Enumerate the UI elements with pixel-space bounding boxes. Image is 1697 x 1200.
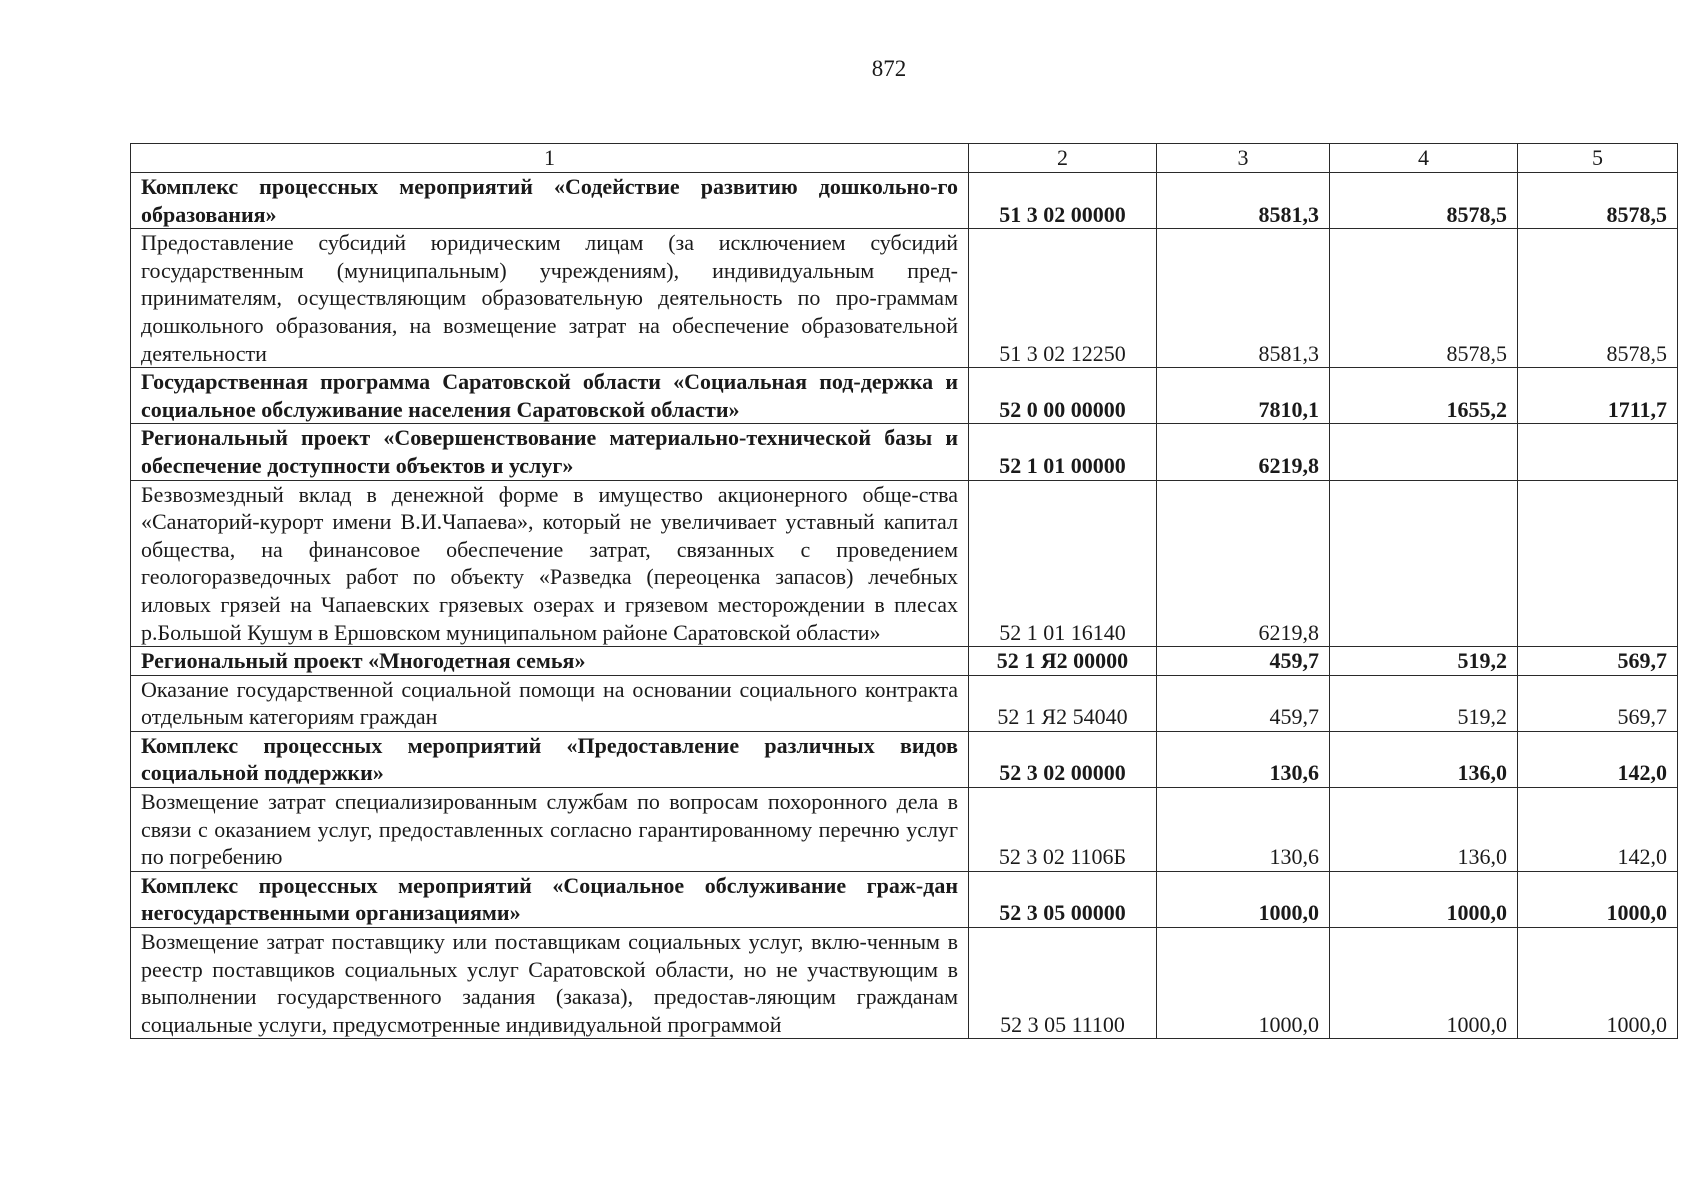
- row-code-cell: 52 3 02 00000: [969, 731, 1157, 787]
- row-code-cell: 51 3 02 12250: [969, 229, 1157, 368]
- row-code-cell: 52 3 05 00000: [969, 871, 1157, 927]
- row-value-col4: 519,2: [1330, 675, 1518, 731]
- row-code-cell: 52 1 01 16140: [969, 480, 1157, 647]
- row-value-col3: 8581,3: [1157, 173, 1330, 229]
- row-value-col5: 142,0: [1518, 788, 1678, 872]
- row-name-cell: Региональный проект «Совершенствование материально-технической базы и обеспечение доступности объектов и услуг»: [131, 424, 969, 480]
- column-header: 1: [131, 144, 969, 173]
- row-value-col4: 8578,5: [1330, 173, 1518, 229]
- row-name-cell: Комплекс процессных мероприятий «Социальное обслуживание граж-дан негосударственными организациями»: [131, 871, 969, 927]
- row-name-cell: Оказание государственной социальной помощи на основании социального контракта отдельным категориям граждан: [131, 675, 969, 731]
- row-value-col5: 1000,0: [1518, 928, 1678, 1039]
- row-value-col3: 459,7: [1157, 647, 1330, 676]
- item-row: [131, 788, 1678, 872]
- page-number: 872: [871, 56, 907, 81]
- column-header: 5: [1518, 144, 1678, 173]
- row-name-cell: Безвозмездный вклад в денежной форме в имущество акционерного обще-ства «Санаторий-курорт имени В.И.Чапаева», который не увеличивает уставный капитал общества, на финансовое обеспечение затрат, связанных с проведением геологоразведочных работ по объекту «Разведка (переоценка запасов) лечебных иловых грязей на Чапаевских грязевых озерах и грязевом месторождении в плесах р.Большой Кушум в Ершовском муниципальном районе Саратовской области»: [131, 480, 969, 647]
- row-value-col3: 6219,8: [1157, 480, 1330, 647]
- row-name-cell: Комплекс процессных мероприятий «Предоставление различных видов социальной поддержки»: [131, 731, 969, 787]
- row-value-col5: 142,0: [1518, 731, 1678, 787]
- table-header-row: [131, 144, 1678, 173]
- row-value-col4: [1330, 480, 1518, 647]
- row-value-col5: 569,7: [1518, 675, 1678, 731]
- section-row: [131, 173, 1678, 229]
- row-value-col3: 130,6: [1157, 788, 1330, 872]
- row-value-col5: 1711,7: [1518, 368, 1678, 424]
- row-code-cell: 52 3 05 11100: [969, 928, 1157, 1039]
- row-name-cell: Возмещение затрат специализированным службам по вопросам похоронного дела в связи с оказанием услуг, предоставленных согласно гарантированному перечню услуг по погребению: [131, 788, 969, 872]
- row-value-col5: 1000,0: [1518, 871, 1678, 927]
- row-value-col4: 136,0: [1330, 731, 1518, 787]
- row-value-col4: [1330, 424, 1518, 480]
- row-value-col5: 569,7: [1518, 647, 1678, 676]
- row-code-cell: 52 3 02 1106Б: [969, 788, 1157, 872]
- row-value-col4: 1000,0: [1330, 871, 1518, 927]
- section-row: [131, 368, 1678, 424]
- item-row: [131, 229, 1678, 368]
- row-value-col3: 7810,1: [1157, 368, 1330, 424]
- row-value-col5: 8578,5: [1518, 229, 1678, 368]
- section-row: [131, 647, 1678, 676]
- item-row: [131, 480, 1678, 647]
- row-name-cell: Комплекс процессных мероприятий «Содействие развитию дошкольно-го образования»: [131, 173, 969, 229]
- row-value-col4: 136,0: [1330, 788, 1518, 872]
- section-row: [131, 871, 1678, 927]
- row-name-cell: Предоставление субсидий юридическим лицам (за исключением субсидий государственным (муниципальным) учреждениям), индивидуальным пред-принимателям, осуществляющим образовательную деятельность по про-граммам дошкольного образования, на возмещение затрат на обеспечение образовательной деятельности: [131, 229, 969, 368]
- row-value-col4: 8578,5: [1330, 229, 1518, 368]
- row-value-col3: 1000,0: [1157, 928, 1330, 1039]
- section-row: [131, 731, 1678, 787]
- row-code-cell: 52 0 00 00000: [969, 368, 1157, 424]
- budget-table: [130, 143, 1678, 1039]
- section-row: [131, 424, 1678, 480]
- row-code-cell: 52 1 Я2 00000: [969, 647, 1157, 676]
- column-header: 4: [1330, 144, 1518, 173]
- row-value-col4: 1000,0: [1330, 928, 1518, 1039]
- row-value-col5: [1518, 480, 1678, 647]
- row-name-cell: Региональный проект «Многодетная семья»: [131, 647, 969, 676]
- item-row: [131, 928, 1678, 1039]
- row-value-col4: 519,2: [1330, 647, 1518, 676]
- row-value-col5: 8578,5: [1518, 173, 1678, 229]
- column-header: 2: [969, 144, 1157, 173]
- row-value-col3: 130,6: [1157, 731, 1330, 787]
- row-code-cell: 51 3 02 00000: [969, 173, 1157, 229]
- row-code-cell: 52 1 01 00000: [969, 424, 1157, 480]
- item-row: [131, 675, 1678, 731]
- row-value-col4: 1655,2: [1330, 368, 1518, 424]
- row-name-cell: Возмещение затрат поставщику или поставщикам социальных услуг, вклю-ченным в реестр поставщиков социальных услуг Саратовской области, но не участвующим в выполнении государственного задания (заказа), предостав-ляющим гражданам социальные услуги, предусмотренные индивидуальной программой: [131, 928, 969, 1039]
- row-name-cell: Государственная программа Саратовской области «Социальная под-держка и социальное обслуживание населения Саратовской области»: [131, 368, 969, 424]
- row-value-col3: 459,7: [1157, 675, 1330, 731]
- row-value-col5: [1518, 424, 1678, 480]
- column-header: 3: [1157, 144, 1330, 173]
- row-value-col3: 1000,0: [1157, 871, 1330, 927]
- row-code-cell: 52 1 Я2 54040: [969, 675, 1157, 731]
- row-value-col3: 8581,3: [1157, 229, 1330, 368]
- row-value-col3: 6219,8: [1157, 424, 1330, 480]
